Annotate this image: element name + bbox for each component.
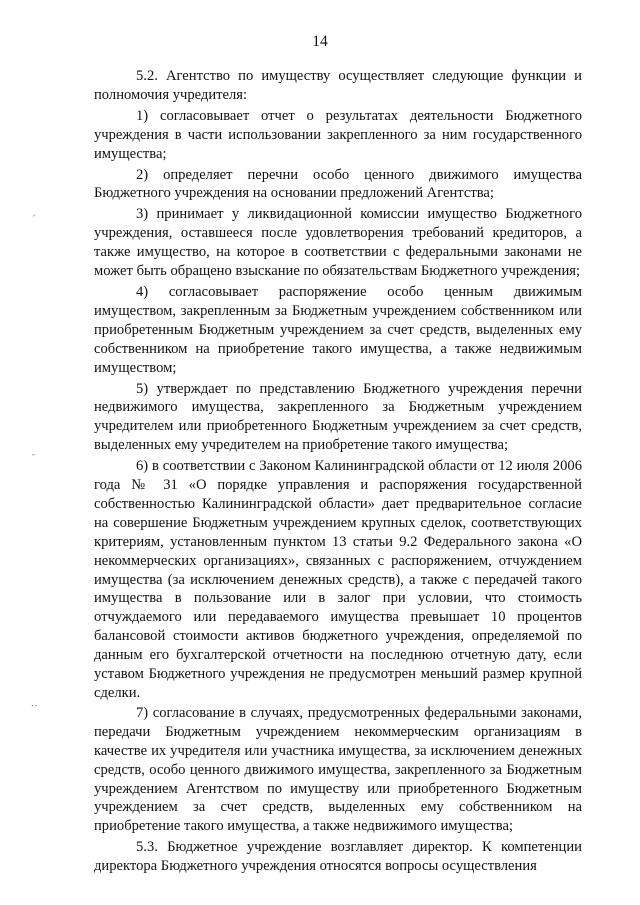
list-item-7: 7) согласование в случаях, предусмотренных федеральными законами, передачи Бюджетным учреждением некоммерческим организациям в качестве их учредителя или участника имущества, за исключением денежных средств, особо ценного движимого имущества, закрепленного за Бюджетным учреждением Агентством по имуществу или приобретенного Бюджетным учреждением за счет средств, выделенных ему собственником на приобретение такого имущества, а также недвижимого имущества; xyxy=(94,704,582,835)
margin-mark: ˑˑ xyxy=(31,702,38,713)
list-item-2: 2) определяет перечни особо ценного движимого имущества Бюджетного учреждения на основании предложений Агентства; xyxy=(94,166,582,202)
page-number: 14 xyxy=(312,33,328,50)
list-item-1: 1) согласовывает отчет о результатах деятельности Бюджетного учреждения в части использовании закрепленного за ним государственного имущества; xyxy=(94,107,582,162)
document-body xyxy=(94,67,582,878)
list-item-4: 4) согласовывает распоряжение особо ценным движимым имуществом, закрепленным за Бюджетным учреждением собственником или приобретенным Бюджетным учреждением за счет средств, выделенных ему собственником на приобретение такого имущества, а также недвижимым имуществом; xyxy=(94,283,582,376)
margin-mark: ˏ xyxy=(31,206,36,217)
list-item-5: 5) утверждает по представлению Бюджетного учреждения перечни недвижимого имущества, закрепленного за Бюджетным учреждением учредителем или приобретенного Бюджетным учреждением за счет средств, выделенных ему учредителем на приобретение такого имущества; xyxy=(94,380,582,454)
list-item-3: 3) принимает у ликвидационной комиссии имущество Бюджетного учреждения, оставшееся после удовлетворения требований кредиторов, а также имущество, на которое в соответствии с федеральными законами не может быть обращено взыскание по обязательствам Бюджетного учреждения; xyxy=(94,206,582,280)
section-5-3: 5.3. Бюджетное учреждение возглавляет директор. К компетенции директора Бюджетного учреждения относятся вопросы осуществления xyxy=(94,839,582,875)
section-5-2-intro: 5.2. Агентство по имуществу осуществляет следующие функции и полномочия учредителя: xyxy=(94,68,582,103)
margin-mark: ˉ xyxy=(31,454,36,465)
list-item-6: 6) в соответствии с Законом Калининградской области от 12 июля 2006 года № 31 «О порядке управления и распоряжения государственной собственностью Калининградской области» дает предварительное согласие на совершение Бюджетным учреждением крупных сделок, соответствующих критериям, установленным пунктом 13 статьи 9.2 Федерального закона «О некоммерческих организациях», связанных с распоряжением, отчуждением имущества (за исключением денежных средств), а также с передачей такого имущества в пользование или в залог при условии, что стоимость отчуждаемого или передаваемого имущества превышает 10 процентов балансовой стоимости активов бюджетного учреждения, определяемой по данным его бухгалтерской отчетности на последнюю отчетную дату, если уставом Бюджетного учреждения не предусмотрен меньший размер крупной сделки. xyxy=(94,458,582,701)
